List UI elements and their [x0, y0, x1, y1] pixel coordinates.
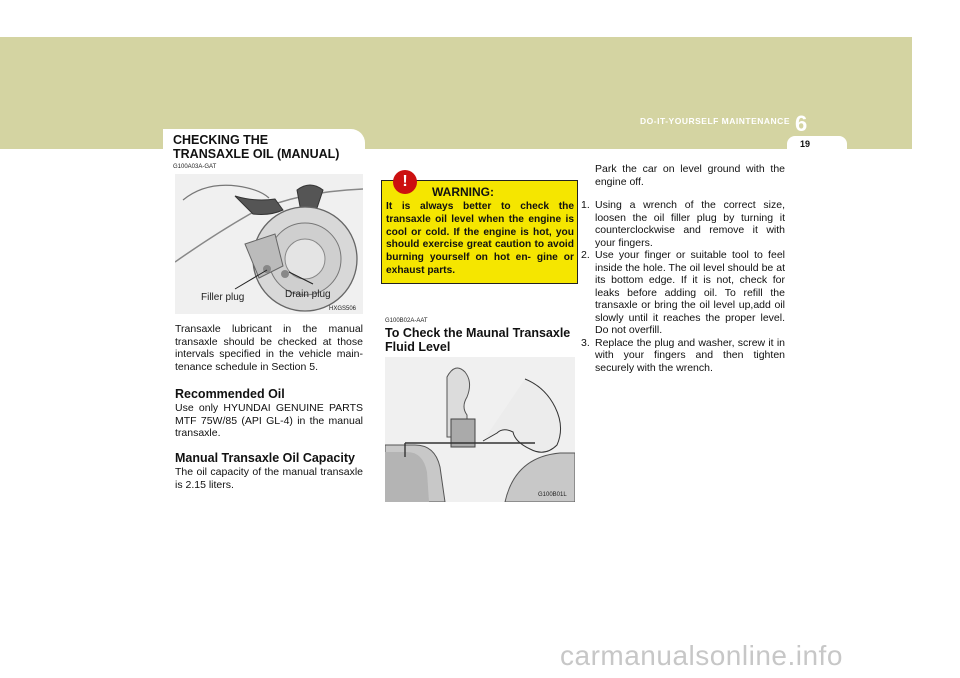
- check-fluid-title-line2: Fluid Level: [385, 340, 451, 354]
- header-band: [0, 37, 912, 149]
- transaxle-plugs-figure: [175, 174, 363, 314]
- procedure-step: [581, 249, 785, 337]
- step-number: 3.: [581, 336, 590, 349]
- procedure-steps: [581, 199, 785, 374]
- subsection-code: G100B02A-AAT: [385, 318, 428, 324]
- chapter-title: DO-IT-YOURSELF MAINTENANCE: [640, 116, 790, 126]
- watermark: carmanualsonline.info: [560, 640, 843, 671]
- step-text: Replace the plug and washer, screw it in with your fingers and then tighten securely with the wrench.: [595, 336, 785, 374]
- chapter-number: 6: [795, 111, 808, 136]
- step-number: 1.: [581, 199, 590, 211]
- step-text: Using a wrench of the correct size, loosen the oil filler plug by turning it counterclockwise and remove it with your fingers.: [595, 199, 785, 249]
- figure-code: G100B01L: [538, 492, 567, 498]
- step-number: 2.: [581, 249, 590, 261]
- fluid-level-figure: [385, 357, 575, 502]
- procedure-step: [581, 337, 785, 375]
- fluid-level-illustration: [385, 357, 575, 502]
- step-text: Use your finger or suitable tool to feel inside the hole. The oil level should be at its bottom edge. If it is not, check for leaks before adding oil. To refill the transaxle or bring the oil level up,add oil slowly until it reaches the proper level. Do not overfill.: [595, 249, 785, 336]
- recommended-oil-heading: Recommended Oil: [175, 387, 285, 401]
- warning-title: WARNING:: [432, 185, 494, 199]
- section-title-line2: TRANSAXLE OIL (MANUAL): [173, 147, 340, 161]
- section-code: G100A03A-GAT: [173, 164, 217, 170]
- section-title: [173, 133, 339, 161]
- park-instruction: Park the car on level ground with the engine off.: [595, 163, 785, 188]
- check-fluid-title-line1: To Check the Maunal Transaxle: [385, 326, 571, 340]
- intro-paragraph: Transaxle lubricant in the manual transaxle should be checked at those intervals specified in the vehicle main- tenance schedule in Section 5.: [175, 323, 363, 373]
- drain-plug-label: Drain plug: [285, 289, 331, 300]
- capacity-heading: Manual Transaxle Oil Capacity: [175, 451, 355, 465]
- figure-code: HXGS506: [329, 306, 357, 312]
- filler-plug-label: Filler plug: [201, 292, 245, 303]
- section-title-line1: CHECKING THE: [173, 133, 269, 147]
- recommended-oil-text: Use only HYUNDAI GENUINE PARTS MTF 75W/85 (API GL-4) in the manual transaxle.: [175, 402, 363, 439]
- procedure-step: [581, 199, 785, 249]
- capacity-text: The oil capacity of the manual transaxle is 2.15 liters.: [175, 466, 363, 491]
- check-fluid-title: [385, 326, 570, 354]
- warning-icon: !: [393, 170, 417, 194]
- page-number: 19: [799, 139, 810, 149]
- warning-text: It is always better to check the transaxle oil level when the engine is cool or cold. If the engine is hot, you should exercise great caution to avoid burning yourself on hot en- gine or exhaust parts.: [386, 201, 574, 276]
